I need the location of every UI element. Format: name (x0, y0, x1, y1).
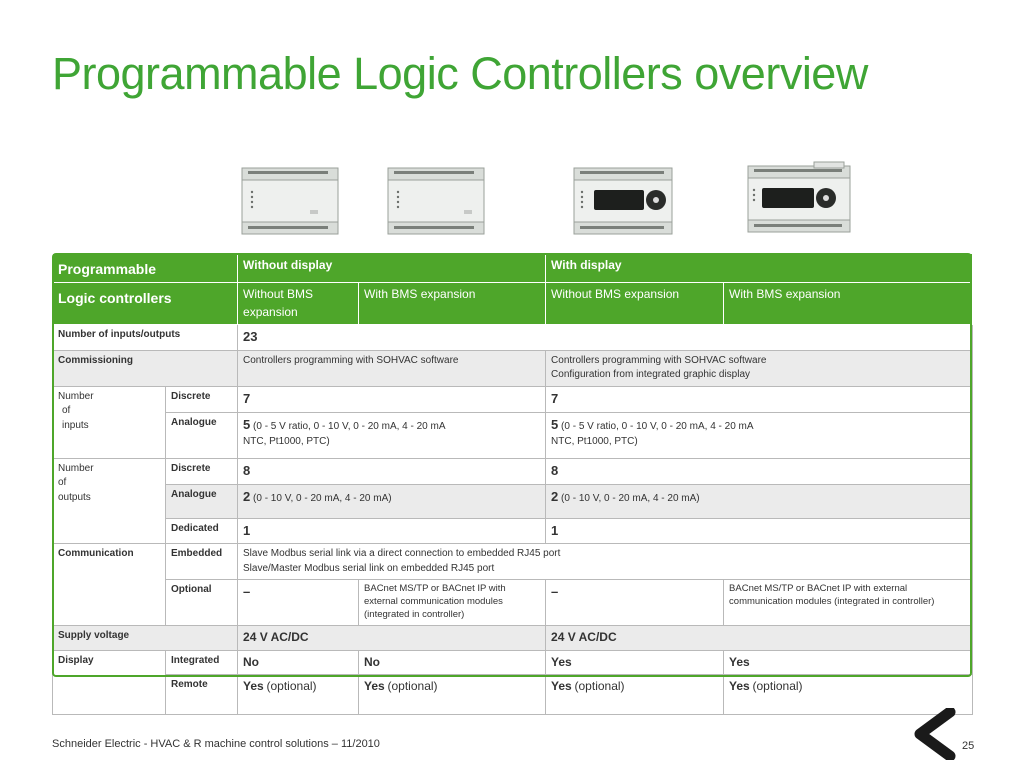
display-integrated-3: Yes (551, 654, 572, 669)
outputs-dedicated-without: 1 (243, 522, 251, 538)
outputs-analogue-label: Analogue (166, 484, 238, 518)
header-with-bms: With BMS expansion (359, 283, 546, 325)
controller-image-with-display-2 (744, 160, 854, 238)
outputs-dedicated-label: Dedicated (166, 518, 238, 544)
display-integrated-2: No (364, 654, 381, 669)
header-without-display: Without display (238, 254, 546, 283)
footer-text: Schneider Electric - HVAC & R machine control solutions – 11/2010 (52, 738, 380, 750)
display-integrated-label: Integrated (166, 650, 238, 675)
opt-with-display-no-bms: – (551, 584, 559, 600)
io-value: 23 (243, 329, 258, 345)
communication-optional-label: Optional (166, 580, 238, 626)
display-label: Display (53, 650, 166, 715)
commissioning-without-display: Controllers programming with SOHVAC software (238, 350, 546, 386)
inputs-analogue-without: 5 (0 - 5 V ratio, 0 - 10 V, 0 - 20 mA, 4 - 20 mA NTC, Pt1000, PTC) (238, 412, 546, 458)
header-corner-line1: Programmable (53, 254, 238, 283)
plc-comparison-table (52, 253, 973, 715)
controller-image-without-display-1 (238, 162, 342, 240)
page-title: Programmable Logic Controllers overview (52, 48, 868, 99)
header-with-bms-2: With BMS expansion (724, 283, 973, 325)
commissioning-with-display-line1: Controllers programming with SOHVAC software (551, 354, 767, 366)
supply-with-display: 24 V AC/DC (551, 630, 617, 645)
supply-without-display: 24 V AC/DC (243, 630, 309, 645)
outputs-discrete-label: Discrete (166, 458, 238, 484)
header-without-bms: Without BMS expansion (238, 283, 359, 325)
inputs-discrete-with: 7 (551, 390, 559, 406)
inputs-analogue-with: 5 (0 - 5 V ratio, 0 - 10 V, 0 - 20 mA, 4 - 20 mA NTC, Pt1000, PTC) (546, 412, 973, 458)
inputs-discrete-without: 7 (243, 390, 251, 406)
display-remote-3: Yes (optional) (546, 675, 724, 715)
inputs-label: Number of inputs (53, 386, 166, 458)
communication-embedded-label: Embedded (166, 544, 238, 580)
page-number: 25 (962, 740, 975, 752)
outputs-discrete-without: 8 (243, 462, 251, 478)
controller-image-without-display-2 (384, 162, 488, 240)
commissioning-with-display-line2: Configuration from integrated graphic display (551, 369, 751, 381)
outputs-dedicated-with: 1 (551, 522, 559, 538)
inputs-discrete-label: Discrete (166, 386, 238, 412)
display-remote-label: Remote (166, 675, 238, 715)
display-remote-4: Yes (optional) (724, 675, 973, 715)
commissioning-label: Commissioning (53, 350, 238, 386)
opt-with-display-bms: BACnet MS/TP or BACnet IP with external communication modules (integrated in controller) (724, 580, 973, 626)
display-integrated-4: Yes (729, 654, 750, 669)
opt-without-display-no-bms: – (243, 584, 251, 600)
commissioning-with-display (546, 350, 973, 386)
communication-embedded: Slave Modbus serial link via a direct connection to embedded RJ45 port Slave/Master Modbus serial link on embedded RJ45 port (238, 544, 973, 580)
supply-label: Supply voltage (53, 626, 238, 651)
controller-image-with-display-1 (570, 162, 676, 240)
outputs-analogue-without: 2 (0 - 10 V, 0 - 20 mA, 4 - 20 mA) (238, 484, 546, 518)
header-with-display: With display (546, 254, 973, 283)
header-corner-line2: Logic controllers (53, 283, 238, 325)
display-remote-1: Yes (optional) (238, 675, 359, 715)
outputs-analogue-with: 2 (0 - 10 V, 0 - 20 mA, 4 - 20 mA) (546, 484, 973, 518)
inputs-analogue-label: Analogue (166, 412, 238, 458)
opt-without-display-bms: BACnet MS/TP or BACnet IP with external communication modules (integrated in controller) (359, 580, 546, 626)
io-label: Number of inputs/outputs (53, 325, 238, 351)
display-remote-2: Yes (optional) (359, 675, 546, 715)
outputs-label: Number of outputs (53, 458, 166, 544)
outputs-discrete-with: 8 (551, 462, 559, 478)
display-integrated-1: No (243, 654, 260, 669)
header-without-bms-2: Without BMS expansion (546, 283, 724, 325)
schneider-chevron-logo-icon (906, 708, 956, 760)
communication-label: Communication (53, 544, 166, 626)
